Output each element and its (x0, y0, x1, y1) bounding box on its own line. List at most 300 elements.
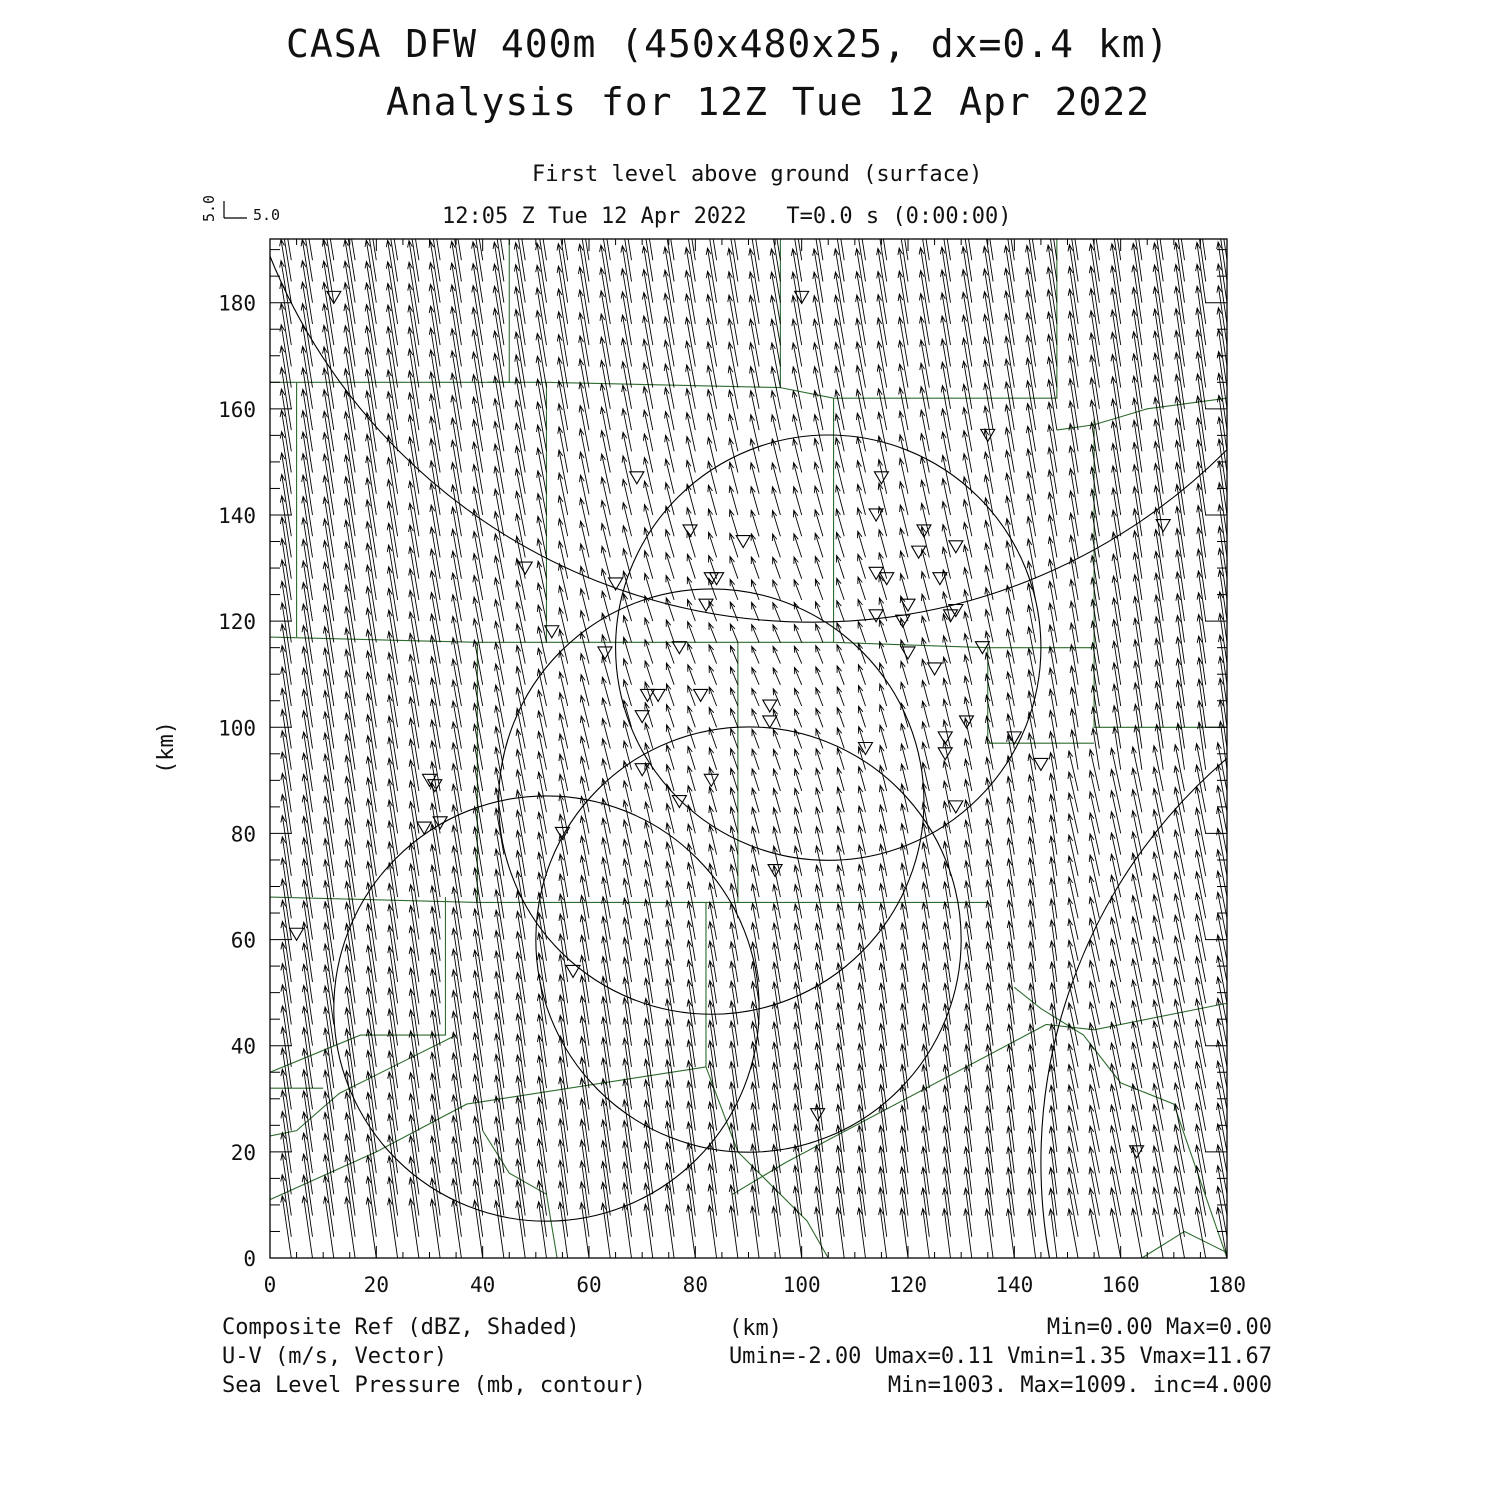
wind-vector (922, 742, 929, 769)
wind-vector (879, 642, 886, 664)
wind-vector (1070, 666, 1078, 706)
wind-vector (622, 479, 631, 515)
wind-vector (920, 410, 929, 451)
wind-vector (1176, 723, 1184, 769)
wind-vector (259, 325, 270, 388)
wind-vector (516, 1076, 525, 1131)
legend-pressure-stats: Min=1003. Max=1009. inc=4.000 (887, 1373, 1272, 1398)
wind-vector (1028, 627, 1036, 664)
wind-vector (493, 199, 504, 261)
wind-vector (794, 668, 801, 685)
wind-vector (751, 1206, 760, 1258)
wind-vector (730, 884, 738, 919)
wind-vector (729, 1206, 738, 1258)
wind-vector (879, 1208, 887, 1258)
wind-vector (666, 642, 674, 664)
wind-vector (260, 1111, 271, 1173)
wind-vector (1049, 1209, 1057, 1258)
wind-vector (280, 197, 292, 261)
wind-vector (751, 903, 759, 939)
wind-vector (579, 452, 589, 494)
x-tick-label: 160 (1101, 1273, 1140, 1297)
wind-vector (1089, 876, 1099, 918)
wind-vector (707, 342, 717, 388)
wind-vector (900, 574, 908, 600)
legend-pressure: Sea Level Pressure (mb, contour) (222, 1373, 646, 1398)
wind-vector (815, 533, 823, 557)
wind-vector (260, 1153, 271, 1215)
wind-vector (557, 200, 568, 261)
wind-vector (922, 883, 929, 919)
wind-vector (260, 1090, 271, 1152)
wind-vector (260, 772, 271, 833)
station-marker (949, 541, 963, 553)
wind-vector (984, 498, 993, 536)
wind-vector (856, 366, 866, 409)
wind-vector (709, 666, 717, 685)
wind-vector (751, 510, 759, 536)
wind-vector (816, 667, 823, 685)
station-marker (1034, 758, 1048, 770)
y-tick-label: 100 (218, 716, 256, 741)
wind-vector (962, 202, 972, 260)
wind-vector (837, 645, 844, 664)
wind-vector (666, 553, 674, 579)
wind-vector (814, 391, 823, 431)
wind-vector (922, 903, 929, 940)
wind-vector (642, 201, 653, 260)
wind-vector (687, 882, 695, 918)
wind-vector (580, 1140, 589, 1194)
wind-vector (260, 1132, 271, 1194)
wind-vector (1089, 771, 1099, 813)
wind-vector (1089, 897, 1099, 939)
wind-vector (688, 686, 696, 706)
wind-vector (708, 1205, 717, 1258)
x-tick-label: 0 (263, 1273, 277, 1297)
y-tick-label: 40 (230, 1034, 256, 1059)
wind-vector (707, 366, 717, 409)
wind-vector (260, 984, 270, 1046)
wind-vector (752, 709, 759, 727)
wind-vector (921, 1209, 929, 1258)
wind-vector (259, 303, 271, 366)
wind-vector (538, 690, 547, 727)
wind-vector (965, 861, 972, 897)
wind-vector (537, 494, 547, 537)
wind-vector (621, 201, 632, 261)
wind-vector (1089, 750, 1099, 792)
wind-vector (601, 431, 611, 473)
ref-vector-v-label: 5.0 (200, 194, 218, 222)
wind-vector (901, 903, 908, 940)
wind-vector (645, 841, 653, 876)
wind-vector (771, 391, 780, 430)
wind-vector (942, 455, 951, 494)
wind-vector (794, 646, 801, 663)
station-marker (598, 647, 612, 659)
wind-vector (259, 1195, 270, 1258)
y-tick-label: 180 (218, 291, 256, 316)
y-tick-label: 80 (230, 822, 256, 847)
wind-vector (835, 366, 845, 409)
wind-vector (259, 666, 270, 727)
wind-vector (857, 437, 866, 473)
wind-vector (751, 580, 759, 600)
wind-vector (1217, 199, 1228, 261)
wind-vector (749, 343, 759, 388)
wind-vector (794, 557, 802, 579)
wind-vector (1068, 200, 1078, 260)
wind-vector (260, 878, 270, 939)
wind-vector (794, 534, 802, 558)
plot-frame (270, 239, 1227, 1258)
wind-vector (794, 625, 801, 643)
wind-vector (794, 602, 802, 621)
wind-vector (687, 1205, 696, 1258)
wind-vector (709, 883, 717, 918)
wind-vector (1092, 728, 1100, 769)
wind-vector (816, 768, 823, 791)
axes (218, 239, 1246, 1297)
wind-vector (645, 661, 653, 685)
wind-vector (1007, 818, 1014, 855)
wind-vector (516, 624, 525, 664)
wind-vector (1049, 668, 1057, 706)
wind-vector (879, 553, 887, 579)
wind-vector (814, 415, 823, 452)
station-marker (635, 711, 649, 723)
wind-vector (258, 261, 270, 324)
wind-vector (752, 602, 760, 621)
wind-vector (687, 554, 695, 579)
wind-vector (516, 581, 525, 622)
wind-vector (1068, 877, 1078, 918)
pressure-contour (536, 727, 961, 1152)
wind-vector (795, 749, 802, 770)
station-marker (630, 472, 644, 484)
wind-vector (452, 991, 462, 1046)
wind-vector (537, 627, 546, 664)
wind-vector (558, 496, 568, 536)
x-tick-label: 100 (782, 1273, 821, 1297)
wind-vector (1068, 856, 1078, 897)
wind-vector (259, 538, 270, 600)
wind-vector (559, 774, 568, 812)
station-marker (949, 801, 963, 813)
wind-vector (516, 602, 525, 642)
legend-reflectivity-stats: Min=0.00 Max=0.00 (1046, 1315, 1272, 1340)
wind-vector (816, 749, 823, 770)
wind-vector (1028, 733, 1036, 770)
wind-vector (1049, 581, 1057, 621)
wind-vector (877, 365, 886, 409)
wind-vector (1068, 793, 1078, 833)
station-marker (928, 663, 942, 675)
wind-vector (816, 688, 823, 706)
wind-vector (260, 1026, 270, 1088)
wind-vector (1174, 199, 1185, 260)
wind-vector (259, 730, 270, 791)
wind-vector (559, 734, 568, 770)
wind-vector (408, 198, 419, 261)
wind-vector (537, 561, 546, 600)
wind-vector (258, 239, 270, 303)
legend-reflectivity: Composite Ref (dBZ, Shaded) (222, 1315, 580, 1340)
wind-vector (773, 729, 780, 748)
wind-vector (1110, 1209, 1121, 1258)
wind-vector (538, 711, 547, 749)
wind-vector (259, 431, 270, 494)
wind-vector (622, 385, 632, 430)
wind-vector (815, 556, 823, 578)
station-marker (949, 605, 963, 617)
wind-vector (986, 819, 993, 855)
wind-vector (963, 500, 972, 537)
wind-vector (645, 860, 653, 897)
wind-vector (752, 749, 759, 770)
x-axis-title: (km) (729, 1316, 782, 1341)
wind-vector (880, 705, 887, 728)
wind-vector (943, 1209, 951, 1258)
wind-vector (622, 409, 632, 452)
wind-vector (259, 581, 270, 643)
wind-vector (919, 202, 929, 260)
wind-vector (558, 1202, 567, 1258)
wind-vector (772, 1207, 781, 1258)
wind-vector (731, 688, 738, 706)
wind-vector (773, 769, 780, 791)
wind-vector (688, 622, 696, 643)
wind-vector (795, 729, 802, 748)
wind-vector (259, 346, 270, 409)
wind-vector (580, 796, 589, 833)
wind-vector (516, 645, 525, 684)
wind-vector (688, 706, 696, 727)
wind-vector (837, 748, 844, 770)
wind-vector (709, 556, 717, 579)
wind-vector (794, 904, 802, 940)
wind-vector (752, 769, 759, 791)
wind-vector (773, 646, 780, 663)
wind-vector (815, 510, 823, 536)
station-marker (901, 647, 915, 659)
wind-vector (986, 860, 993, 897)
wind-vector (1068, 919, 1078, 961)
wind-vector (963, 523, 972, 558)
wind-vector (259, 687, 270, 748)
wind-vector (578, 200, 589, 260)
wind-vector (1007, 838, 1014, 876)
wind-vector (558, 519, 567, 558)
wind-vector (559, 754, 568, 791)
wind-vector (665, 1205, 674, 1259)
wind-vector (664, 388, 674, 430)
wind-vector (837, 578, 845, 600)
wind-vector (878, 412, 887, 451)
wind-vector (260, 857, 270, 918)
wind-vector (920, 387, 929, 431)
wind-vector (1006, 1209, 1014, 1258)
wind-vector (963, 431, 972, 473)
wind-vector (259, 495, 270, 557)
wind-vector (815, 1207, 823, 1258)
wind-vector (835, 390, 844, 430)
level-label: First level above ground (surface) (532, 162, 983, 187)
wind-vector (1048, 537, 1057, 579)
wind-vector (450, 198, 461, 260)
wind-vector (858, 599, 866, 621)
wind-vector (730, 667, 738, 685)
county-boundary (733, 1003, 1227, 1194)
wind-vector (792, 343, 802, 388)
wind-vector (259, 517, 270, 579)
legend-wind-stats: Umin=-2.00 Umax=0.11 Vmin=1.35 Vmax=11.67 (728, 1344, 1272, 1369)
wind-vector (666, 705, 674, 728)
wind-vector (643, 434, 652, 473)
wind-vector (901, 883, 908, 918)
wind-vector (260, 963, 270, 1025)
wind-vector (772, 534, 780, 557)
wind-vector (709, 623, 717, 642)
wind-vector (858, 554, 866, 579)
wind-vector (750, 391, 759, 431)
boundary-layer (270, 239, 1227, 1258)
wind-vector (559, 586, 568, 621)
wind-vector (942, 432, 951, 472)
wind-vector (601, 454, 611, 494)
wind-vector (816, 624, 823, 643)
wind-vector (1049, 603, 1057, 642)
wind-vector (643, 387, 653, 431)
station-marker (290, 928, 304, 940)
wind-vector (985, 1209, 993, 1258)
wind-vector (880, 725, 887, 748)
wind-vector (899, 435, 908, 473)
wind-vector (688, 665, 696, 685)
wind-vector (559, 672, 568, 706)
wind-vector (516, 667, 525, 707)
wind-vector (1070, 688, 1078, 728)
wind-vector (1027, 539, 1036, 579)
wind-vector (985, 521, 994, 558)
wind-vector (559, 608, 568, 643)
wind-vector (688, 643, 696, 663)
wind-vector (901, 682, 908, 706)
wind-vector (837, 666, 844, 685)
wind-vector (773, 557, 781, 579)
wind-vector (773, 749, 780, 769)
wind-vector (1068, 751, 1078, 791)
reference-vector (200, 195, 280, 224)
station-marker (869, 610, 883, 622)
wind-vector (536, 199, 547, 260)
wind-vector (836, 532, 844, 557)
wind-vector (1113, 727, 1121, 770)
wind-vector (1195, 1208, 1205, 1258)
wind-vector (900, 618, 908, 642)
wind-vector (260, 900, 270, 961)
wind-vector (666, 620, 674, 643)
wind-vector (1027, 494, 1036, 536)
wind-vector (730, 768, 738, 791)
wind-vector (816, 708, 823, 727)
county-boundary (270, 1067, 706, 1200)
wind-vector (1134, 726, 1142, 770)
station-marker (672, 796, 686, 808)
wind-vector (1006, 585, 1014, 621)
wind-vector (1153, 199, 1163, 260)
x-tick-label: 120 (889, 1273, 927, 1297)
wind-vector (580, 757, 589, 792)
county-boundary (270, 1035, 456, 1136)
wind-vector (666, 663, 674, 685)
wind-vector (559, 651, 568, 685)
wind-vector (752, 689, 759, 707)
wind-vector (728, 342, 738, 387)
wind-vector (707, 390, 717, 431)
wind-vector (601, 477, 610, 515)
county-boundary (1014, 987, 1227, 1258)
wind-vector (773, 904, 781, 940)
chart-title: CASA DFW 400m (450x480x25, dx=0.4 km) (286, 22, 1170, 66)
x-tick-label: 140 (995, 1273, 1034, 1297)
wind-vector (644, 1204, 653, 1258)
wind-vector (580, 475, 590, 515)
wind-vector (880, 684, 887, 706)
wind-vector (1049, 689, 1057, 727)
wind-vector (879, 903, 886, 939)
station-marker (874, 472, 888, 484)
wind-vector (1089, 1209, 1099, 1258)
wind-vector (431, 948, 441, 1003)
wind-vector (1006, 607, 1014, 642)
wind-vector (1110, 200, 1120, 261)
wind-vector (730, 557, 738, 579)
wind-vector (259, 645, 270, 706)
wind-vector (260, 1048, 271, 1110)
wind-vector (899, 458, 908, 494)
wind-vector (537, 605, 546, 642)
wind-vector (1028, 670, 1036, 706)
wind-vector (686, 413, 695, 452)
wind-vector (1068, 772, 1078, 812)
wind-vector (1049, 647, 1057, 685)
wind-vector (580, 498, 589, 536)
wind-vector (1198, 722, 1206, 770)
wind-vector (750, 367, 760, 409)
wind-vector (942, 502, 951, 537)
wind-vector (1006, 473, 1015, 515)
wind-vector (752, 668, 759, 685)
wind-vector (984, 452, 993, 494)
x-tick-label: 80 (682, 1273, 708, 1297)
wind-vector (1068, 814, 1078, 855)
wind-vector (857, 1208, 865, 1258)
wind-vector (1070, 709, 1078, 749)
wind-vector (259, 367, 270, 430)
wind-vector (793, 415, 802, 452)
wind-vector (858, 706, 865, 727)
wind-vector (259, 559, 270, 621)
wind-vector (943, 699, 951, 727)
wind-vector (559, 1181, 568, 1237)
wind-vector (773, 603, 781, 622)
wind-vector (645, 618, 653, 643)
wind-vector (773, 709, 780, 727)
wind-vector (963, 408, 972, 452)
wind-vector (773, 668, 780, 685)
